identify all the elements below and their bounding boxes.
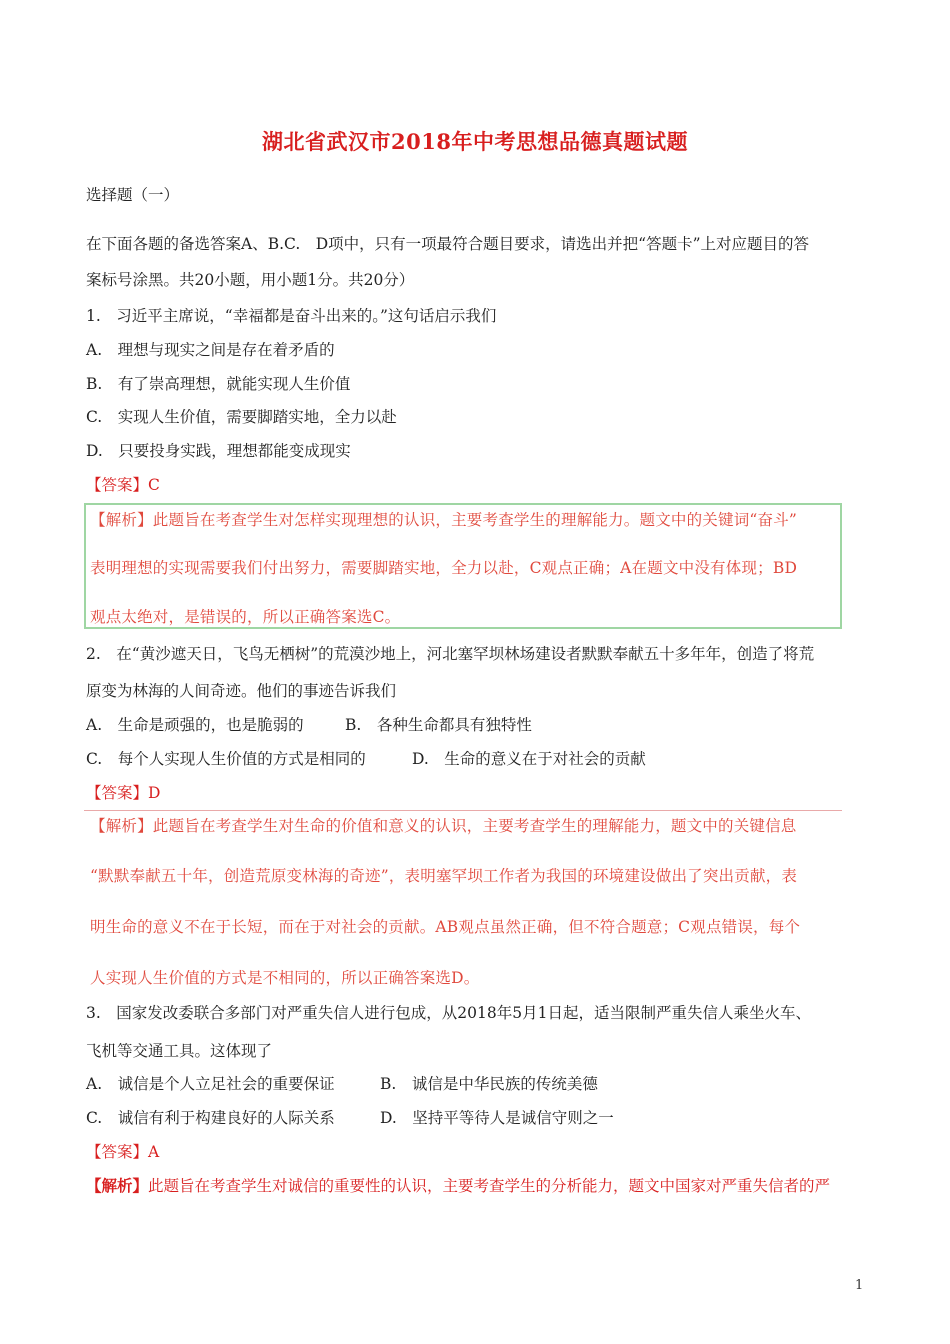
- section-heading: 选择题（一）: [86, 186, 180, 204]
- q2-analysis-line-2: “默默奉献五十年，创造荒原变林海的奇迹”，表明塞罕坝工作者为我国的环境建设做出了突出贡献，表: [90, 867, 798, 885]
- q2-option-d: D. 生命的意义在于对社会的贡献: [412, 750, 646, 768]
- q3-analysis-label: 【解析】: [86, 1176, 149, 1195]
- q3-stem-line-1: 3. 国家发改委联合多部门对严重失信人进行包成，从2018年5月1日起，适当限制严重失信人乘坐火车、: [86, 1004, 811, 1022]
- q2-analysis-divider: [84, 810, 842, 811]
- q1-option-d: D. 只要投身实践，理想都能变成现实: [86, 442, 351, 460]
- q2-option-a: A. 生命是顽强的，也是脆弱的: [86, 716, 304, 734]
- q1-option-b: B. 有了崇高理想，就能实现人生价值: [86, 375, 351, 393]
- q1-option-c: C. 实现人生价值，需要脚踏实地，全力以赴: [86, 408, 397, 426]
- q2-option-b: B. 各种生命都具有独特性: [345, 716, 532, 734]
- q3-analysis: [86, 1175, 830, 1197]
- q3-option-d: D. 坚持平等待人是诚信守则之一: [380, 1109, 614, 1127]
- q2-analysis-line-4: 人实现人生价值的方式是不相同的，所以正确答案选D。: [90, 969, 480, 987]
- q3-stem-line-2: 飞机等交通工具。这体现了: [86, 1042, 273, 1060]
- q3-analysis-text: 此题旨在考查学生对诚信的重要性的认识，主要考查学生的分析能力，题文中国家对严重失信者的严: [148, 1177, 831, 1195]
- page-title: 湖北省武汉市2018年中考思想品德真题试题: [262, 129, 688, 154]
- q3-option-c: C. 诚信有利于构建良好的人际关系: [86, 1109, 335, 1127]
- q1-analysis-line-1: 【解析】此题旨在考查学生对怎样实现理想的认识，主要考查学生的理解能力。题文中的关键词“奋斗”: [90, 511, 798, 529]
- instructions-line-1: 在下面各题的备选答案A、B.C. D项中，只有一项最符合题目要求，请选出并把“答题卡”上对应题目的答: [86, 235, 810, 253]
- q1-analysis-line-2: 表明理想的实现需要我们付出努力，需要脚踏实地，全力以赴，C观点正确；A在题文中没有体现；BD: [90, 559, 798, 577]
- q3-option-a: A. 诚信是个人立足社会的重要保证: [86, 1075, 335, 1093]
- q1-analysis-line-3: 观点太绝对，是错误的，所以正确答案选C。: [90, 608, 401, 626]
- q2-stem-line-2: 原变为林海的人间奇迹。他们的事迹告诉我们: [86, 682, 397, 700]
- q2-analysis-line-3: 明生命的意义不在于长短，而在于对社会的贡献。AB观点虽然正确，但不符合题意；C观点错误，每个: [90, 918, 801, 936]
- instructions-line-2: 案标号涂黑。共20小题，用小题1分。共20分）: [86, 271, 415, 289]
- q3-answer: 【答案】A: [86, 1143, 160, 1161]
- q2-option-c: C. 每个人实现人生价值的方式是相同的: [86, 750, 366, 768]
- page-number: 1: [855, 1278, 864, 1293]
- q2-stem-line-1: 2. 在“黄沙遮天日，飞鸟无栖树”的荒漠沙地上，河北塞罕坝林场建设者默默奉献五十多年年，创造了将荒: [86, 645, 815, 663]
- q1-option-a: A. 理想与现实之间是存在着矛盾的: [86, 341, 335, 359]
- q1-stem: 1. 习近平主席说，“幸福都是奋斗出来的。”这句话启示我们: [86, 307, 497, 325]
- q3-option-b: B. 诚信是中华民族的传统美德: [380, 1075, 598, 1093]
- q1-answer: 【答案】C: [86, 476, 160, 494]
- q2-answer: 【答案】D: [86, 784, 161, 802]
- q2-analysis-line-1: 【解析】此题旨在考查学生对生命的价值和意义的认识，主要考查学生的理解能力，题文中的关键信息: [90, 817, 797, 835]
